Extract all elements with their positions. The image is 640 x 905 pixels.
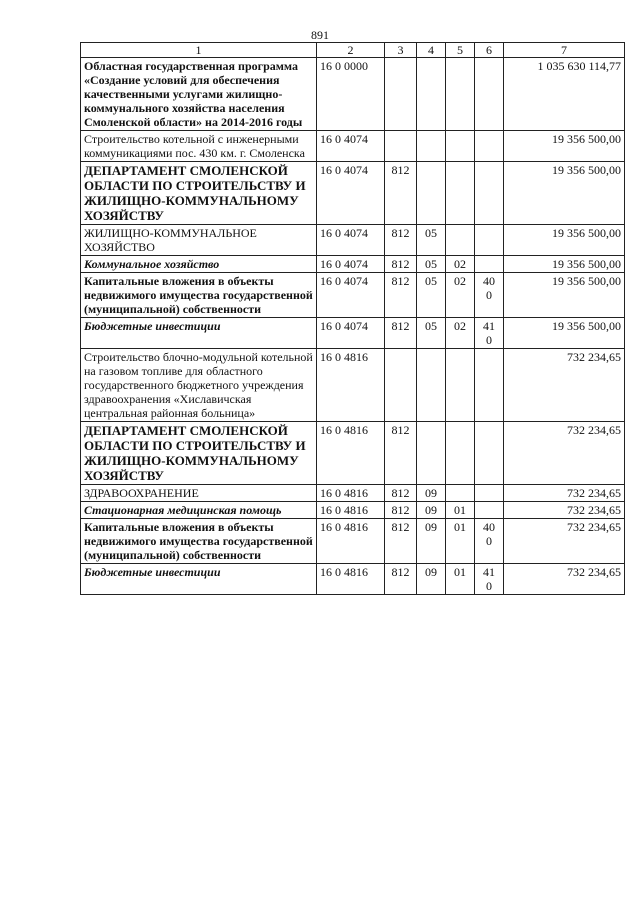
row-section: 05 xyxy=(417,225,446,256)
row-department-code: 812 xyxy=(385,162,417,225)
row-amount: 732 234,65 xyxy=(504,485,625,502)
row-section: 05 xyxy=(417,273,446,318)
column-header-7: 7 xyxy=(504,43,625,58)
row-target-article: 16 0 4816 xyxy=(317,519,385,564)
row-amount: 732 234,65 xyxy=(504,502,625,519)
row-subsection xyxy=(446,162,475,225)
table-row xyxy=(81,131,625,162)
row-section xyxy=(417,422,446,485)
row-name: Капитальные вложения в объекты недвижимого имущества государственной (муниципальной) собственности xyxy=(81,273,317,318)
row-expense-type xyxy=(475,502,504,519)
row-name: Бюджетные инвестиции xyxy=(81,564,317,595)
row-section xyxy=(417,58,446,131)
row-amount: 732 234,65 xyxy=(504,564,625,595)
row-department-code: 812 xyxy=(385,225,417,256)
row-section xyxy=(417,131,446,162)
row-target-article: 16 0 4074 xyxy=(317,225,385,256)
table-row xyxy=(81,162,625,225)
table-row xyxy=(81,318,625,349)
row-expense-type xyxy=(475,349,504,422)
row-name: Стационарная медицинская помощь xyxy=(81,502,317,519)
row-department-code: 812 xyxy=(385,564,417,595)
row-target-article: 16 0 4074 xyxy=(317,131,385,162)
row-expense-type xyxy=(475,225,504,256)
row-target-article: 16 0 4816 xyxy=(317,349,385,422)
row-section: 09 xyxy=(417,502,446,519)
row-subsection: 01 xyxy=(446,519,475,564)
row-target-article: 16 0 4074 xyxy=(317,162,385,225)
row-amount: 19 356 500,00 xyxy=(504,162,625,225)
row-section: 05 xyxy=(417,256,446,273)
table-body xyxy=(81,58,625,595)
row-subsection: 02 xyxy=(446,318,475,349)
row-name: ДЕПАРТАМЕНТ СМОЛЕНСКОЙ ОБЛАСТИ ПО СТРОИТЕЛЬСТВУ И ЖИЛИЩНО-КОММУНАЛЬНОМУ ХОЗЯЙСТВУ xyxy=(81,162,317,225)
row-name: Областная государственная программа «Создание условий для обеспечения качественными услугами жилищно-коммунального хозяйства населения Смоленской области» на 2014-2016 годы xyxy=(81,58,317,131)
row-subsection: 02 xyxy=(446,273,475,318)
row-name: Строительство блочно-модульной котельной на газовом топливе для областного государственного бюджетного учреждения здравоохранения «Хиславичская центральная районная больница» xyxy=(81,349,317,422)
row-section xyxy=(417,162,446,225)
table-row xyxy=(81,58,625,131)
row-section: 09 xyxy=(417,564,446,595)
row-name: ЗДРАВООХРАНЕНИЕ xyxy=(81,485,317,502)
row-section: 09 xyxy=(417,485,446,502)
row-name: Строительство котельной с инженерными коммуникациями пос. 430 км. г. Смоленска xyxy=(81,131,317,162)
row-department-code: 812 xyxy=(385,422,417,485)
row-target-article: 16 0 4074 xyxy=(317,256,385,273)
page-number: 891 xyxy=(311,28,329,42)
row-amount: 1 035 630 114,77 xyxy=(504,58,625,131)
row-amount: 19 356 500,00 xyxy=(504,256,625,273)
row-section: 05 xyxy=(417,318,446,349)
row-section: 09 xyxy=(417,519,446,564)
column-header-2: 2 xyxy=(317,43,385,58)
table-row xyxy=(81,485,625,502)
row-amount: 732 234,65 xyxy=(504,349,625,422)
table-row xyxy=(81,564,625,595)
table-row xyxy=(81,349,625,422)
row-department-code: 812 xyxy=(385,519,417,564)
row-amount: 19 356 500,00 xyxy=(504,225,625,256)
row-section xyxy=(417,349,446,422)
row-subsection xyxy=(446,485,475,502)
row-subsection xyxy=(446,131,475,162)
table-row xyxy=(81,273,625,318)
row-subsection xyxy=(446,349,475,422)
row-subsection xyxy=(446,58,475,131)
row-department-code: 812 xyxy=(385,273,417,318)
row-department-code xyxy=(385,58,417,131)
row-amount: 19 356 500,00 xyxy=(504,273,625,318)
row-amount: 19 356 500,00 xyxy=(504,318,625,349)
row-amount: 732 234,65 xyxy=(504,422,625,485)
row-department-code: 812 xyxy=(385,485,417,502)
row-expense-type: 40 0 xyxy=(475,273,504,318)
budget-table xyxy=(80,42,625,595)
row-target-article: 16 0 4074 xyxy=(317,318,385,349)
row-expense-type xyxy=(475,256,504,273)
row-name: ДЕПАРТАМЕНТ СМОЛЕНСКОЙ ОБЛАСТИ ПО СТРОИТЕЛЬСТВУ И ЖИЛИЩНО-КОММУНАЛЬНОМУ ХОЗЯЙСТВУ xyxy=(81,422,317,485)
row-department-code: 812 xyxy=(385,318,417,349)
row-department-code xyxy=(385,349,417,422)
row-expense-type xyxy=(475,131,504,162)
row-subsection: 01 xyxy=(446,502,475,519)
table-row xyxy=(81,502,625,519)
row-name: ЖИЛИЩНО-КОММУНАЛЬНОЕ ХОЗЯЙСТВО xyxy=(81,225,317,256)
column-header-5: 5 xyxy=(446,43,475,58)
column-header-3: 3 xyxy=(385,43,417,58)
column-header-1: 1 xyxy=(81,43,317,58)
column-header-6: 6 xyxy=(475,43,504,58)
row-subsection xyxy=(446,225,475,256)
row-department-code xyxy=(385,131,417,162)
row-subsection: 01 xyxy=(446,564,475,595)
row-target-article: 16 0 4816 xyxy=(317,564,385,595)
row-target-article: 16 0 0000 xyxy=(317,58,385,131)
table-row xyxy=(81,256,625,273)
row-target-article: 16 0 4816 xyxy=(317,485,385,502)
row-expense-type: 41 0 xyxy=(475,318,504,349)
row-amount: 19 356 500,00 xyxy=(504,131,625,162)
row-expense-type: 40 0 xyxy=(475,519,504,564)
row-subsection: 02 xyxy=(446,256,475,273)
column-header-4: 4 xyxy=(417,43,446,58)
row-name: Бюджетные инвестиции xyxy=(81,318,317,349)
row-expense-type xyxy=(475,162,504,225)
row-expense-type xyxy=(475,422,504,485)
table-row xyxy=(81,519,625,564)
row-department-code: 812 xyxy=(385,502,417,519)
row-target-article: 16 0 4816 xyxy=(317,502,385,519)
row-department-code: 812 xyxy=(385,256,417,273)
row-expense-type xyxy=(475,485,504,502)
table-row xyxy=(81,422,625,485)
row-subsection xyxy=(446,422,475,485)
row-expense-type: 41 0 xyxy=(475,564,504,595)
table-header-row xyxy=(81,43,625,58)
row-amount: 732 234,65 xyxy=(504,519,625,564)
table-row xyxy=(81,225,625,256)
row-target-article: 16 0 4816 xyxy=(317,422,385,485)
row-target-article: 16 0 4074 xyxy=(317,273,385,318)
row-name: Капитальные вложения в объекты недвижимого имущества государственной (муниципальной) собственности xyxy=(81,519,317,564)
row-name: Коммунальное хозяйство xyxy=(81,256,317,273)
row-expense-type xyxy=(475,58,504,131)
